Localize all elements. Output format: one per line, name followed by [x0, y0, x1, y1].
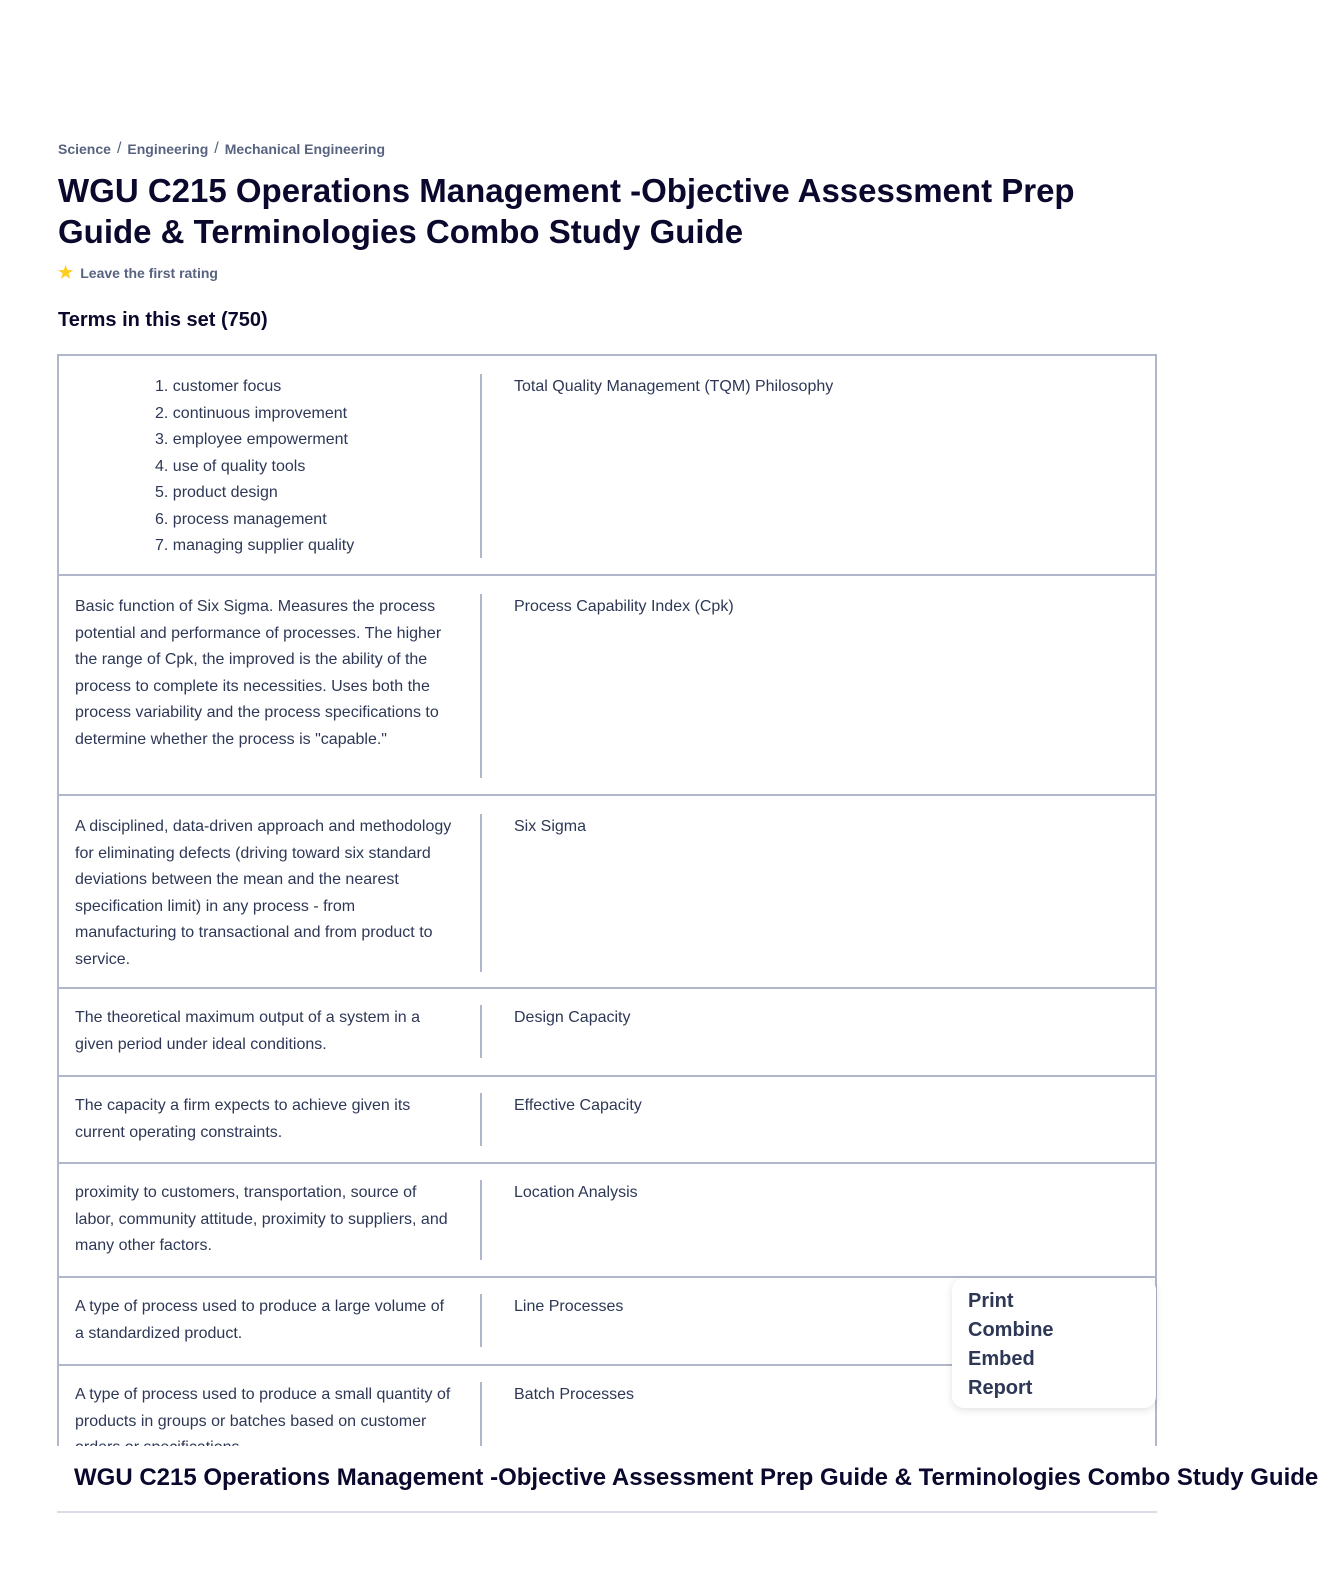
term-word: Line Processes: [514, 1298, 624, 1315]
definition-list-item: 2. continuous improvement: [155, 404, 348, 422]
term-word: Six Sigma: [514, 818, 587, 835]
embed-menu-item[interactable]: Embed: [968, 1348, 1035, 1370]
column-divider: [480, 1093, 482, 1146]
footer-divider: [57, 1511, 1157, 1513]
print-menu-item[interactable]: Print: [968, 1290, 1014, 1312]
term-word: Design Capacity: [514, 1009, 631, 1026]
report-menu-item[interactable]: Report: [968, 1377, 1033, 1399]
column-divider: [480, 594, 482, 778]
terms-heading: Terms in this set (750): [58, 309, 268, 331]
term-row: [59, 796, 1155, 989]
column-divider: [480, 1180, 482, 1260]
rating[interactable]: [58, 264, 218, 281]
term-row: [59, 356, 1155, 576]
term-definition: A disciplined, data-driven approach and methodology for eliminating defects (driving toward six standard deviations between the mean and the nearest specification limit) in any process - from manufacturing to transactional and from product to service.: [75, 818, 452, 968]
column-divider: [480, 1294, 482, 1347]
breadcrumb-link-mechanical-engineering[interactable]: Mechanical Engineering: [224, 141, 386, 157]
term-definition: A type of process used to produce a large volume of a standardized product.: [75, 1298, 445, 1342]
term-definition: The capacity a firm expects to achieve given its current operating constraints.: [75, 1097, 411, 1141]
term-definition: Basic function of Six Sigma. Measures the process potential and performance of processes. The higher the range of Cpk, the improved is the ability of the process to complete its necessities. Uses both the process variability and the process specifications to determine whether the process is "capable.": [75, 598, 442, 748]
column-divider: [480, 814, 482, 972]
footer-title: WGU C215 Operations Management -Objective Assessment Prep Guide & Terminologies Combo Study Guide: [74, 1464, 1318, 1491]
breadcrumb-link-engineering[interactable]: Engineering: [127, 141, 209, 157]
rating-label[interactable]: Leave the first rating: [80, 264, 218, 281]
definition-list-item: 4. use of quality tools: [155, 457, 306, 475]
breadcrumb-separator: /: [116, 140, 122, 157]
column-divider: [480, 374, 482, 558]
actions-menu: [952, 1278, 1156, 1408]
column-divider: [480, 1005, 482, 1058]
definition-list-item: 3. employee empowerment: [155, 431, 348, 448]
page-title: WGU C215 Operations Management -Objective Assessment Prep Guide & Terminologies Combo Study Guide: [58, 172, 1075, 250]
term-definition: A type of process used to produce a small quantity of products in groups or batches based on customer: [75, 1386, 451, 1430]
definition-list: [75, 374, 453, 560]
combine-menu-item[interactable]: Combine: [968, 1319, 1054, 1341]
star-icon: ★: [58, 263, 74, 282]
term-definition: The theoretical maximum output of a system in a given period under ideal conditions.: [75, 1009, 421, 1053]
definition-list-item: 6. process management: [155, 510, 327, 528]
definition-list-item: 5. product design: [155, 484, 278, 501]
term-word: Batch Processes: [514, 1386, 635, 1403]
term-word: Location Analysis: [514, 1184, 638, 1201]
term-word: Process Capability Index (Cpk): [514, 598, 734, 615]
term-row: [59, 1077, 1155, 1164]
breadcrumb: [58, 140, 385, 158]
breadcrumb-link-science[interactable]: Science: [58, 141, 111, 157]
term-row: [59, 576, 1155, 796]
term-definition: proximity to customers, transportation, source of labor, community attitude, proximity to suppliers, and many other factors.: [75, 1184, 448, 1254]
term-row: [59, 989, 1155, 1077]
breadcrumb-separator: /: [214, 140, 219, 157]
term-word: Total Quality Management (TQM) Philosophy: [514, 378, 834, 395]
term-definition: [75, 374, 453, 560]
term-word: Effective Capacity: [514, 1097, 642, 1114]
definition-list-item: 1. customer focus: [155, 378, 282, 395]
term-row: [59, 1164, 1155, 1278]
definition-list-item: 7. managing supplier quality: [155, 537, 355, 554]
